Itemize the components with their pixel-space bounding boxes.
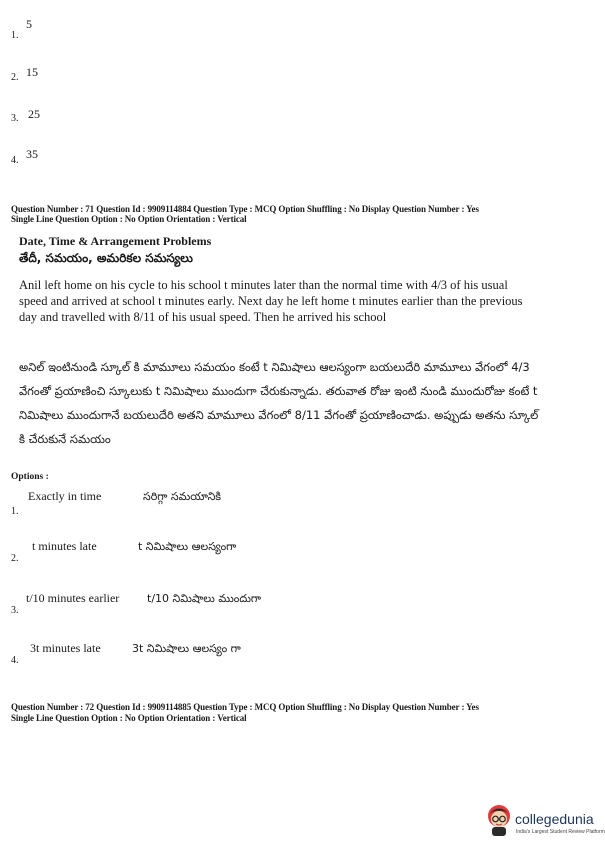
question-text-telugu: అనిల్ ఇంటినుండి స్కూల్ కి మామూలు సమయం కంటే t నిమిషాలు ఆలస్యంగా బయలుదేరి మామూలు వేగంలో 4/3 వేగంతో ప్రయాణించి స్కూలుకు t నిమిషాలు ముందుగా చేరుకున్నాడు. తరువాత రోజు ఇంటి నుండి ముందురోజు కంటే t నిమిషాలు ముందుగానే బయలుదేరి అతని మామూలు వేగంలో 8/11 వేగంతో ప్రయాణించాడు. అప్పుడు అతను స్కూల్ కి చేరుకునే సమయం bbox=[19, 360, 539, 446]
option-3-number: 3. bbox=[11, 605, 19, 616]
prev-option-1-value: 5 bbox=[26, 17, 32, 31]
prev-option-3-number: 3. bbox=[11, 113, 19, 124]
category-english: Date, Time & Arrangement Problems bbox=[19, 234, 212, 248]
collegedunia-logo bbox=[484, 803, 605, 839]
mascot-icon bbox=[484, 803, 514, 837]
options-label: Options : bbox=[11, 472, 49, 482]
option-2-english: t minutes late bbox=[32, 539, 97, 553]
logo-tagline: India's Largest Student Review Platform bbox=[516, 829, 605, 835]
question-meta-line-1: Question Number : 71 Question Id : 9909114884 Question Type : MCQ Option Shuffling : No Display Question Number : Yes bbox=[11, 204, 479, 214]
logo-wordmark: collegedunia bbox=[515, 811, 594, 827]
option-3-english: t/10 minutes earlier bbox=[26, 591, 120, 605]
option-4-telugu: 3t నిమిషాలు ఆలస్యం గా bbox=[132, 642, 241, 655]
option-2-number: 2. bbox=[11, 553, 19, 564]
option-4-number: 4. bbox=[11, 655, 19, 666]
category-telugu: తేదీ, సమయం, అమరికల సమస్యలు bbox=[19, 251, 193, 265]
prev-option-1-number: 1. bbox=[11, 30, 19, 41]
prev-option-3-value: 25 bbox=[28, 107, 40, 121]
option-2-telugu: t నిమిషాలు ఆలస్యంగా bbox=[138, 540, 237, 553]
option-4-english: 3t minutes late bbox=[30, 641, 101, 655]
question-meta-line-2: Single Line Question Option : No Option Orientation : Vertical bbox=[11, 214, 247, 224]
option-1-number: 1. bbox=[11, 506, 19, 517]
question-72-meta-line-2: Single Line Question Option : No Option Orientation : Vertical bbox=[11, 713, 247, 723]
prev-option-4-value: 35 bbox=[26, 147, 38, 161]
question-text-english: Anil left home on his cycle to his school t minutes later than the normal time with 4/3 of his usual speed and arrived at school t minutes early. Next day he left home t minutes earlier than the previous day and travelled with 8/11 of his usual speed. Then he arrived his school bbox=[19, 278, 523, 324]
option-3-telugu: t/10 నిమిషాలు ముందుగా bbox=[147, 592, 262, 605]
question-72-meta-line-1: Question Number : 72 Question Id : 9909114885 Question Type : MCQ Option Shuffling : No Display Question Number : Yes bbox=[11, 702, 479, 712]
option-1-telugu: సరిగ్గా సమయానికి bbox=[143, 490, 222, 503]
option-1-english: Exactly in time bbox=[28, 489, 102, 503]
prev-option-2-value: 15 bbox=[26, 65, 38, 79]
prev-option-4-number: 4. bbox=[11, 155, 19, 166]
prev-option-2-number: 2. bbox=[11, 72, 19, 83]
